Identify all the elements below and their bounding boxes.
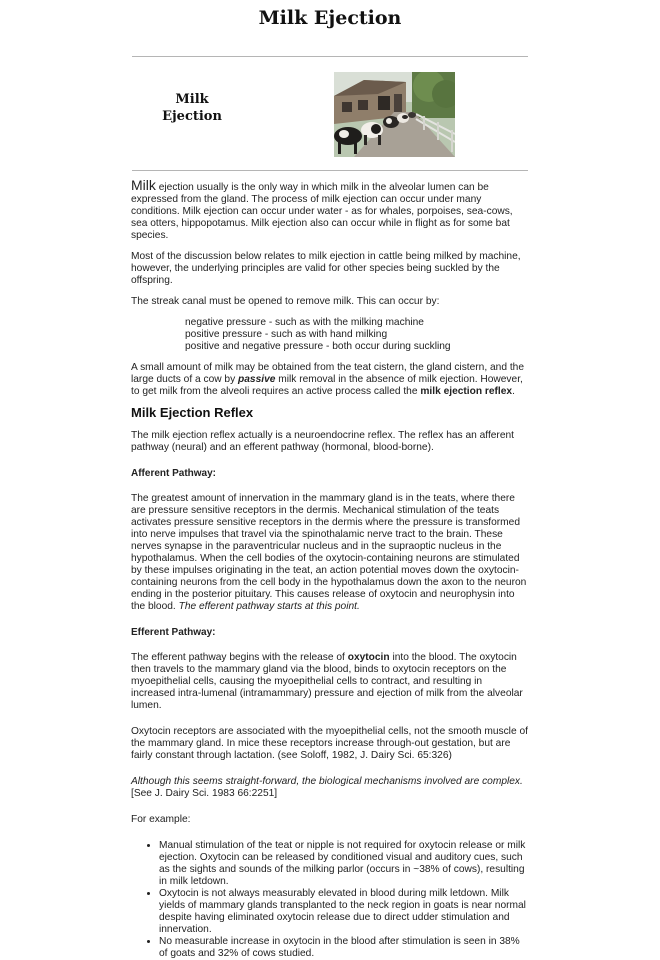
passive-text-c: milk removal in the absence of milk ejection. However, to get milk from the alveoli requires an active process called the (131, 374, 523, 397)
pressure-item: positive and negative pressure - both occur during suckling (185, 341, 451, 352)
passive-text-a: A small amount of milk may be obtained from the teat cistern, the gland cistern, and the large ducts of a cow by (131, 362, 524, 385)
afferent-heading: Afferent Pathway: (131, 468, 217, 479)
page-title: Milk Ejection (258, 7, 402, 29)
intro-drop-word: Milk (131, 177, 156, 193)
efferent-heading: Efferent Pathway: (131, 627, 216, 638)
efferent-text-a: The efferent pathway begins with the release of (131, 652, 348, 663)
pressure-list (131, 317, 529, 353)
intro-text: ejection usually is the only way in which milk in the alveolar lumen can be expressed from the gland. The process of milk ejection can occur under many conditions. Milk ejection can occur under water - as for whales, porpoises, sea-cows, sea otters, hippopotamus. Milk ejection also can occur while in flight as for some bat species. (131, 182, 513, 241)
article-body (131, 179, 529, 960)
afferent-italic: The efferent pathway starts at this point. (178, 601, 360, 612)
list-item: • Manual stimulation of the teat or nipple is not required for oxytocin release or milk ejection. Oxytocin can be released by conditioned visual and auditory cues, such as the sights and sounds of the milking parlor (occurs in ~38% of cows), resulting in milk letdown. (159, 840, 529, 888)
side-heading: Milk Ejection (162, 92, 222, 124)
section-heading: Milk Ejection Reflex (131, 405, 254, 420)
passive-emphasis: passive (238, 374, 276, 385)
list-item: • Oxytocin is not always measurably elevated in blood during milk letdown. Milk yields of mammary glands transplanted to the neck region in goats is near normal despite having eliminated oxytocin release due to direct udder stimulation and innervation. (159, 888, 529, 936)
top-divider (132, 56, 528, 57)
reflex-paragraph: The milk ejection reflex actually is a neuroendocrine reflex. The reflex has an afferent pathway (neural) and an efferent pathway (hormonal, blood-borne). (131, 430, 514, 453)
complex-ref: [See J. Dairy Sci. 1983 66:2251] (131, 788, 278, 799)
receptors-paragraph: Oxytocin receptors are associated with the myoepithelial cells, not the smooth muscle of the mammary gland. In mice these receptors increase through-out gestation, but are fairly constant through lactation. (see Soloff, 1982, J. Dairy Sci. 65:326) (131, 726, 528, 761)
machine-paragraph: Most of the discussion below relates to milk ejection in cattle being milked by machine, however, the underlying principles are valid for other species being suckled by the offspring. (131, 251, 521, 286)
afferent-paragraph (131, 493, 529, 613)
streak-paragraph: The streak canal must be opened to remove milk. This can occur by: (131, 296, 440, 307)
passive-paragraph (131, 362, 529, 398)
complex-paragraph (131, 776, 529, 800)
efferent-text-c: into the blood. The oxytocin then travels to the mammary gland via the blood, binds to oxytocin receptors on the myoepithelial cells, causing the myoepithelial cells to contract, and resulting in increased intra-lumenal (intramammary) pressure and ejection of milk from the alveolar lumen. (131, 652, 523, 711)
pressure-item: positive pressure - such as with hand milking (185, 329, 388, 340)
pressure-item: negative pressure - such as with the milking machine (185, 317, 424, 328)
intro-paragraph (131, 179, 529, 242)
list-item: • No measurable increase in oxytocin in the blood after stimulation is seen in 38% of goats and 32% of cows studied. (159, 936, 529, 960)
for-example: For example: (131, 814, 191, 825)
reflex-term: milk ejection reflex (420, 386, 513, 397)
cows-barn-photo (334, 72, 455, 157)
complex-italic: Although this seems straight-forward, the biological mechanisms involved are complex. (131, 776, 523, 787)
examples-list (131, 840, 529, 960)
efferent-paragraph (131, 652, 529, 712)
afferent-text: The greatest amount of innervation in the mammary gland is in the teats, where there are pressure sensitive receptors in the dermis. Mechanical stimulation of the teats activates pressure sensitive receptors in the dermis where the pressure is transformed into nerve impulses that travel via the spinothalamic nerve tract to the brain. These nerves synapse in the paraventricular nucleus and in the supraoptic nucleus in the hypothalamus. When the cell bodies of the oxytocin-containing neurons are stimulated by these impulses originating in the teat, an action potential moves down the oxytocin-containing neurons from the cell body in the hypothalamus down the axon to the neuron ending in the posterior pituitary. This causes release of oxytocin and neurophysin into the blood. (131, 493, 527, 612)
passive-text-e: . (512, 386, 515, 397)
oxytocin-term: oxytocin (347, 652, 390, 663)
bottom-divider (132, 170, 528, 171)
